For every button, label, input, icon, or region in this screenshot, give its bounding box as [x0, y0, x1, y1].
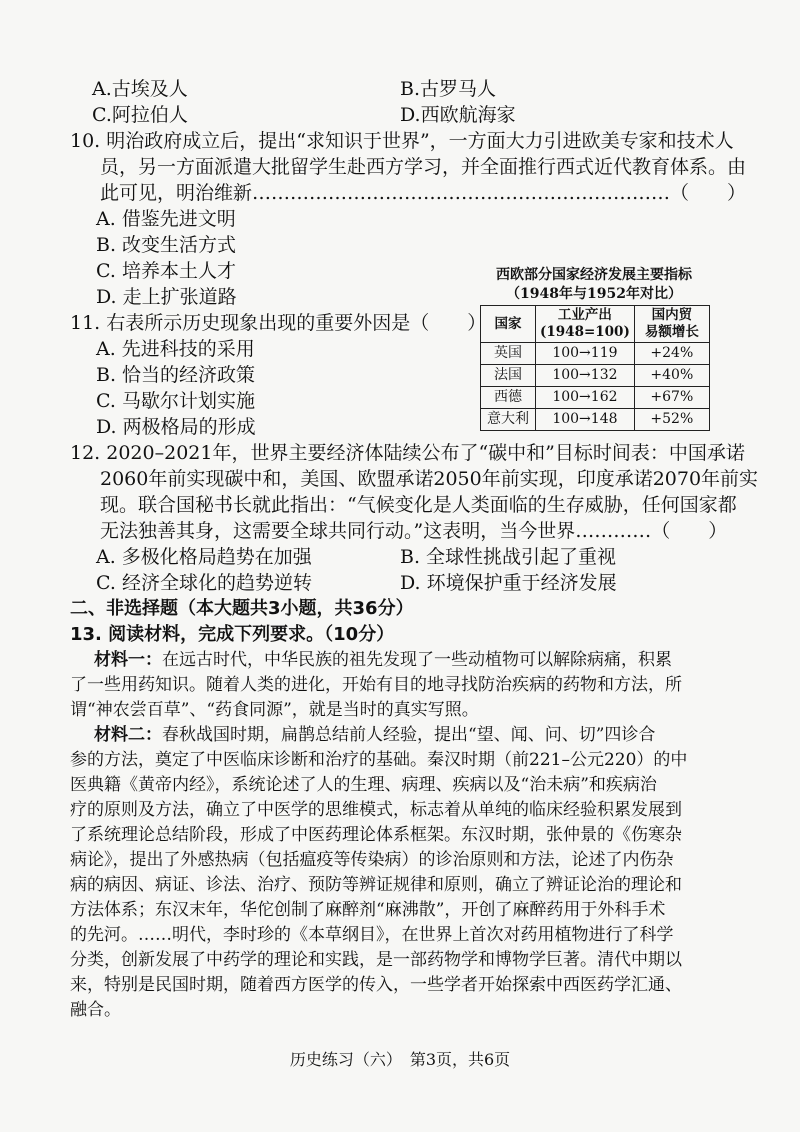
- q12-stem-line: 无法独善其身，这需要全球共同行动。”这表明，当今世界…………（ ）: [100, 520, 728, 542]
- table-cell: +40%: [634, 365, 709, 387]
- q11-option-d: D. 两极格局的形成: [96, 416, 256, 438]
- table-cell: +52%: [634, 409, 709, 431]
- q12-option-b: B. 全球性挑战引起了重视: [400, 546, 617, 568]
- material-text: 来，特别是民国时期，随着西方医学的传入，一些学者开始探索中西医药学汇通、: [70, 975, 682, 995]
- material-text: 了一些用药知识。随着人类的进化，开始有目的地寻找防治疾病的药物和方法，所: [70, 675, 682, 695]
- q12-option-a: A. 多极化格局趋势在加强: [96, 546, 312, 568]
- table-header-cell: 国家: [481, 306, 536, 343]
- material-text: 疗的原则及方法，确立了中医学的思维模式，标志着从单纯的临床经验积累发展到: [70, 800, 682, 820]
- q12-stem-line: 2060年前实现碳中和，美国、欧盟承诺2050年前实现，印度承诺2070年前实: [100, 468, 759, 490]
- q12-stem-line: 12. 2020–2021年，世界主要经济体陆续公布了“碳中和”目标时间表：中国承诺: [70, 442, 745, 464]
- material-text: 病论》，提出了外感热病（包括瘟疫等传染病）的诊治原则和方法，论述了内伤杂: [70, 850, 674, 870]
- table-cell: 100→162: [536, 387, 635, 409]
- q12-option-d: D. 环境保护重于经济发展: [400, 572, 617, 594]
- q13-stem: 13. 阅读材料，完成下列要求。（10分）: [70, 624, 395, 645]
- economic-indicators-table: [480, 305, 710, 431]
- q10-option-d: D. 走上扩张道路: [96, 286, 237, 308]
- material1-first-line: [94, 648, 672, 673]
- material-text: 的先河。……明代，李时珍的《本草纲目》，在世界上首次对药用植物进行了科学: [70, 925, 674, 945]
- table-header-row: [481, 306, 710, 343]
- section-heading: 二、非选择题（本大题共3小题，共36分）: [70, 598, 414, 619]
- table-cell: +24%: [634, 343, 709, 365]
- q12-stem-line: 现。联合国秘书长就此指出：“气候变化是人类面临的生存威胁，任何国家都: [100, 494, 737, 516]
- material-text: 参的方法，奠定了中医临床诊断和治疗的基础。秦汉时期（前221–公元220）的中: [70, 750, 688, 770]
- table-cell: 西德: [481, 387, 536, 409]
- material2-first-line: [94, 723, 655, 748]
- table-title: 西欧部分国家经济发展主要指标: [496, 267, 692, 283]
- q10-option-a: A. 借鉴先进文明: [96, 208, 236, 230]
- q10-stem-line: 10. 明治政府成立后，提出“求知识于世界”，一方面大力引进欧美专家和技术人: [70, 130, 734, 152]
- material2-label: 材料二：: [94, 725, 162, 745]
- table-cell: 100→119: [536, 343, 635, 365]
- q10-stem-line: 此可见，明治维新…………………………………………………………（ ）: [100, 182, 747, 204]
- table-cell: 100→148: [536, 409, 635, 431]
- q12-option-c: C. 经济全球化的趋势逆转: [96, 572, 312, 594]
- material-text: 病的病因、病证、诊法、治疗、预防等辨证规律和原则，确立了辨证论治的理论和: [70, 875, 682, 895]
- table-cell: 法国: [481, 365, 536, 387]
- table-row: [481, 343, 710, 365]
- material-text: 医典籍《黄帝内经》，系统论述了人的生理、病理、疾病以及“治未病”和疾病治: [70, 775, 657, 795]
- q11-option-b: B. 恰当的经济政策: [96, 364, 256, 386]
- table-subtitle: （1948年与1952年对比）: [506, 286, 682, 302]
- table-header-cell: 工业产出 (1948=100): [536, 306, 635, 343]
- table-cell: +67%: [634, 387, 709, 409]
- q9-option-a: A.古埃及人: [92, 78, 188, 100]
- material1-label: 材料一：: [94, 650, 162, 670]
- q10-option-b: B. 改变生活方式: [96, 234, 237, 256]
- table-row: [481, 409, 710, 431]
- q11-stem: 11. 右表所示历史现象出现的重要外因是（ ）: [70, 312, 487, 334]
- material-text: 分类，创新发展了中药学的理论和实践，是一部药物学和博物学巨著。清代中期以: [70, 950, 682, 970]
- q9-option-b: B.古罗马人: [400, 78, 497, 100]
- material-text: 在远古时代，中华民族的祖先发现了一些动植物可以解除病痛，积累: [162, 650, 672, 670]
- material-text: 谓“神农尝百草”、“药食同源”，就是当时的真实写照。: [70, 700, 479, 720]
- material-text: 融合。: [70, 1000, 121, 1020]
- table-cell: 100→132: [536, 365, 635, 387]
- page-footer: 历史练习（六） 第3页，共6页: [289, 1050, 511, 1069]
- q11-option-a: A. 先进科技的采用: [96, 338, 255, 360]
- material-text: 了系统理论总结阶段，形成了中医药理论体系框架。东汉时期，张仲景的《伤寒杂: [70, 825, 682, 845]
- table-row: [481, 365, 710, 387]
- table-row: [481, 387, 710, 409]
- q10-stem-line: 员，另一方面派遣大批留学生赴西方学习，并全面推行西式近代教育体系。由: [100, 156, 747, 178]
- material-text: 春秋战国时期，扁鹊总结前人经验，提出“望、闻、问、切”四诊合: [162, 725, 656, 745]
- table-cell: 英国: [481, 343, 536, 365]
- q9-option-d: D.西欧航海家: [400, 104, 516, 126]
- table-header-cell: 国内贸 易额增长: [634, 306, 709, 343]
- q11-option-c: C. 马歇尔计划实施: [96, 390, 255, 412]
- table-cell: 意大利: [481, 409, 536, 431]
- q9-option-c: C.阿拉伯人: [92, 104, 188, 126]
- material-text: 方法体系；东汉末年，华佗创制了麻醉剂“麻沸散”，开创了麻醉药用于外科手术: [70, 900, 666, 920]
- q10-option-c: C. 培养本土人才: [96, 260, 236, 282]
